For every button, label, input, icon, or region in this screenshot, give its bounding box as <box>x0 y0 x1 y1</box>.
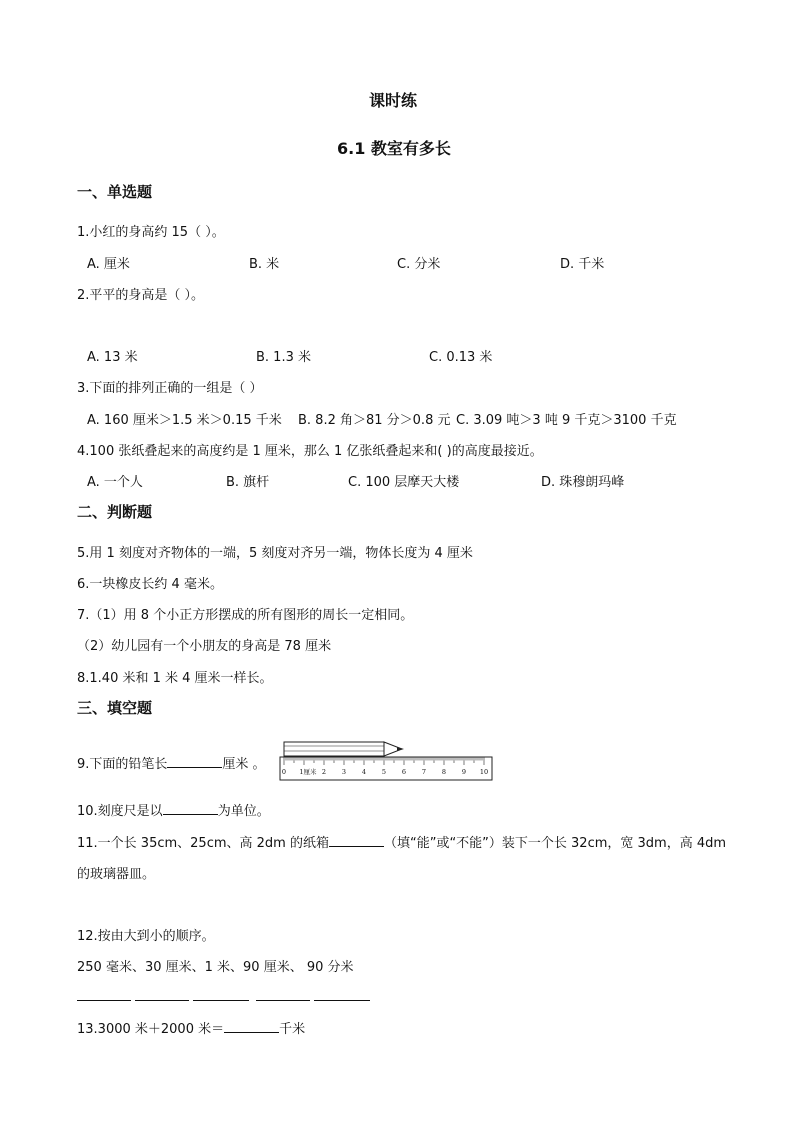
question-13-before: 13.3000 米＋2000 米＝ <box>77 1022 225 1037</box>
question-13 <box>77 1018 305 1037</box>
question-10-after: 为单位。 <box>217 804 270 819</box>
section-heading-true-false: 二、判断题 <box>77 503 153 521</box>
ruler-tick-label: 9 <box>461 768 467 776</box>
question-7-part-1: 7.（1）用 8 个小正方形摆成的所有图形的周长一定相同。 <box>77 608 414 623</box>
question-8-text: 8.1.40 米和 1 米 4 厘米一样长。 <box>77 671 273 686</box>
question-1-option-d[interactable]: D. 千米 <box>560 257 605 272</box>
ruler-tick-label: 6 <box>401 768 407 776</box>
pencil <box>284 742 404 756</box>
question-7-part-2: （2）幼儿园有一个小朋友的身高是 78 厘米 <box>77 639 332 654</box>
question-12-blanks <box>77 986 370 1005</box>
question-5-text: 5.用 1 刻度对齐物体的一端，5 刻度对齐另一端，物体长度为 4 厘米 <box>77 546 473 561</box>
question-4-stem: 4.100 张纸叠起来的高度约是 1 厘米，那么 1 亿张纸叠起来和( )的高度最接近。 <box>77 444 543 459</box>
question-13-after: 千米 <box>279 1022 306 1037</box>
question-11 <box>77 832 726 851</box>
question-12-blank[interactable] <box>77 986 131 1001</box>
section-heading-single-choice: 一、单选题 <box>77 183 153 201</box>
ruler-tick-label: 3 <box>341 768 347 776</box>
ruler-tick-label: 4 <box>361 768 367 776</box>
page-title: 课时练 <box>369 91 418 110</box>
pencil-ruler-figure <box>278 738 498 782</box>
section-heading-fill-blank: 三、填空题 <box>77 699 153 717</box>
question-10 <box>77 800 270 819</box>
question-2-option-a[interactable]: A. 13 米 <box>87 350 138 365</box>
question-3-option-c[interactable]: C. 3.09 吨＞3 吨 9 千克＞3100 千克 <box>456 413 677 428</box>
question-4-option-d[interactable]: D. 珠穆朗玛峰 <box>541 475 625 490</box>
question-2-stem: 2.平平的身高是（ ）。 <box>77 288 205 303</box>
question-11-blank[interactable] <box>329 832 384 847</box>
question-12-blank[interactable] <box>256 986 310 1001</box>
question-3-option-a[interactable]: A. 160 厘米＞1.5 米＞0.15 千米 <box>87 413 282 428</box>
question-4-option-a[interactable]: A. 一个人 <box>87 475 143 490</box>
ruler-tick-label: 5 <box>381 768 387 776</box>
question-9-after: 厘米 。 <box>222 757 266 772</box>
question-9-before: 9.下面的铅笔长 <box>77 757 168 772</box>
question-12-blank[interactable] <box>314 986 370 1001</box>
question-13-blank[interactable] <box>224 1018 279 1033</box>
question-2-option-c[interactable]: C. 0.13 米 <box>429 350 493 365</box>
question-1-option-b[interactable]: B. 米 <box>249 257 280 272</box>
question-9 <box>77 753 266 772</box>
question-6-text: 6.一块橡皮长约 4 毫米。 <box>77 577 223 592</box>
question-1-option-c[interactable]: C. 分米 <box>397 257 441 272</box>
ruler-tick-label: 8 <box>441 768 447 776</box>
question-1-stem: 1.小红的身高约 15（ ）。 <box>77 225 225 240</box>
question-10-before: 10.刻度尺是以 <box>77 804 163 819</box>
question-3-option-b[interactable]: B. 8.2 角＞81 分＞0.8 元 <box>298 413 451 428</box>
question-4-option-b[interactable]: B. 旗杆 <box>226 475 270 490</box>
question-9-blank[interactable] <box>167 753 222 768</box>
question-12-blank[interactable] <box>193 986 249 1001</box>
ruler-tick-label: 0 <box>281 768 287 776</box>
question-11-before: 11.一个长 35cm、25cm、高 2dm 的纸箱 <box>77 836 329 851</box>
question-4-option-c[interactable]: C. 100 层摩天大楼 <box>348 475 460 490</box>
pencil-ruler-svg <box>278 738 498 782</box>
ruler-tick-label: 1厘米 <box>299 768 317 776</box>
ruler-tick-label: 10 <box>479 768 489 776</box>
question-2-option-b[interactable]: B. 1.3 米 <box>256 350 311 365</box>
question-12-blank[interactable] <box>135 986 189 1001</box>
question-3-stem: 3.下面的排列正确的一组是（ ） <box>77 381 263 396</box>
ruler-tick-label: 2 <box>321 768 327 776</box>
ruler-tick-label: 7 <box>421 768 427 776</box>
question-11-after: （填“能”或“不能”）装下一个长 32cm，宽 3dm，高 4dm <box>383 836 727 851</box>
page-subtitle: 6.1 教室有多长 <box>337 139 451 158</box>
question-12-stem: 12.按由大到小的顺序。 <box>77 929 215 944</box>
question-11-line-2: 的玻璃器皿。 <box>77 867 156 882</box>
question-12-items: 250 毫米、30 厘米、1 米、90 厘米、 90 分米 <box>77 960 354 975</box>
question-1-option-a[interactable]: A. 厘米 <box>87 257 130 272</box>
question-10-blank[interactable] <box>163 800 218 815</box>
